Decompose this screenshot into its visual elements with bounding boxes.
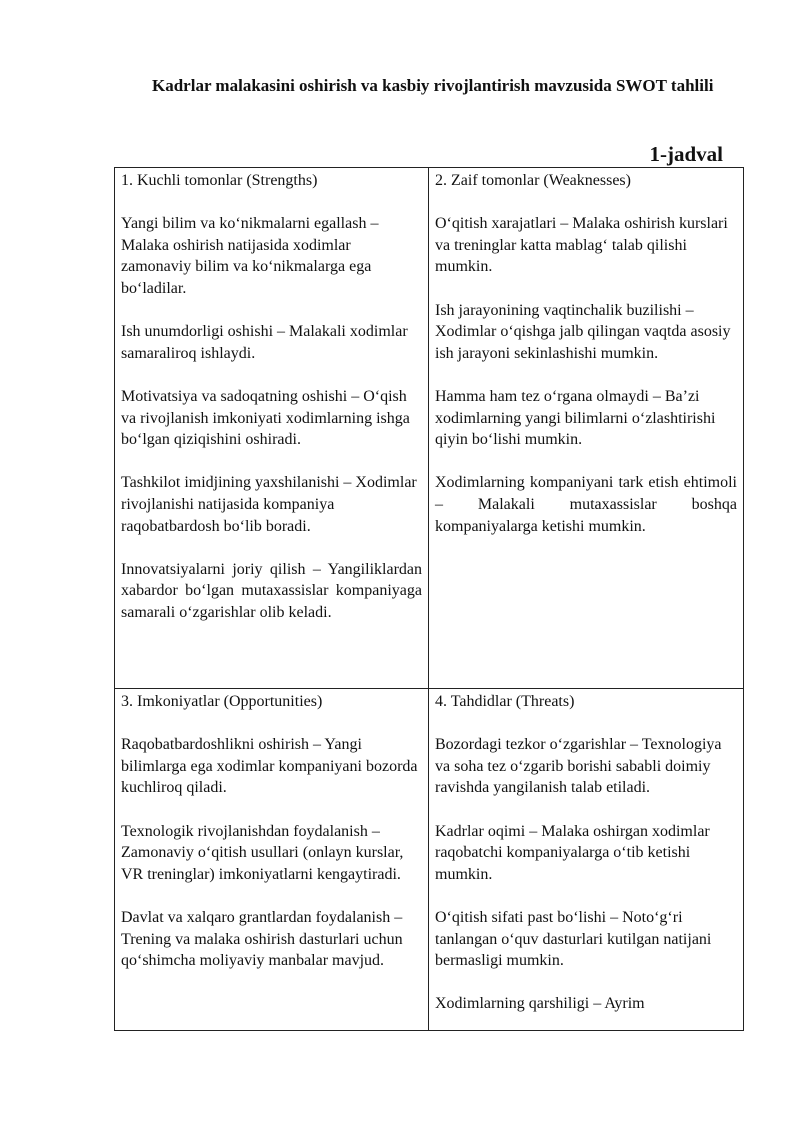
strengths-item: Motivatsiya va sadoqatning oshishi – O‘qish va rivojlanish imkoniyati xodimlarning ishga bo‘lgan qiziqishini oshiradi. — [121, 387, 410, 449]
opportunities-cell — [115, 689, 429, 1031]
threats-item: Xodimlarning qarshiligi – Ayrim — [435, 995, 645, 1013]
strengths-heading: 1. Kuchli tomonlar (Strengths) — [121, 172, 318, 189]
opportunities-item: Texnologik rivojlanishdan foydalanish – Zamonaviy o‘qitish usullari (onlayn kurslar, VR treninglar) imkoniyatlarni kengaytiradi. — [121, 822, 404, 883]
weaknesses-item: Hamma ham tez o‘rgana olmaydi – Ba’zi xodimlarning yangi bilimlarni o‘zlashtirishi qiyin bo‘lishi mumkin. — [435, 387, 716, 449]
table-label: 1-jadval — [649, 142, 723, 166]
swot-row-bottom — [115, 689, 744, 1031]
opportunities-item: Raqobatbardoshlikni oshirish – Yangi bilimlarga ega xodimlar kompaniyani bozorda kuchliroq qiladi. — [121, 736, 418, 797]
opportunities-heading: 3. Imkoniyatlar (Opportunities) — [121, 693, 323, 710]
strengths-item: Innovatsiyalarni joriy qilish – Yangiliklardan xabardor bo‘lgan mutaxassislar kompaniyaga samarali o‘zgarishlar olib keladi. — [121, 560, 422, 621]
weaknesses-heading: 2. Zaif tomonlar (Weaknesses) — [435, 172, 631, 189]
weaknesses-cell — [429, 168, 744, 689]
weaknesses-item: Ish jarayonining vaqtinchalik buzilishi – Xodimlar o‘qishga jalb qilingan vaqtda asosiy ish jarayoni sekinlashishi mumkin. — [435, 301, 731, 362]
threats-cell — [429, 689, 744, 1031]
strengths-item: Yangi bilim va ko‘nikmalarni egallash – Malaka oshirish natijasida xodimlar zamonaviy bilim va ko‘nikmalarga ega bo‘ladilar. — [121, 215, 379, 297]
strengths-item: Ish unumdorligi oshishi – Malakali xodimlar samaraliroq ishlaydi. — [121, 323, 408, 362]
strengths-cell — [115, 168, 429, 689]
weaknesses-item: O‘qitish xarajatlari – Malaka oshirish kurslari va treninglar katta mablag‘ talab qilishi mumkin. — [435, 215, 728, 276]
document-title: Kadrlar malakasini oshirish va kasbiy rivojlantirish mavzusida SWOT tahlili — [152, 76, 714, 95]
threats-heading: 4. Tahdidlar (Threats) — [435, 693, 575, 710]
swot-row-top — [115, 168, 744, 689]
opportunities-item: Davlat va xalqaro grantlardan foydalanish – Trening va malaka oshirish dasturlari uchun qo‘shimcha moliyaviy manbalar mavjud. — [121, 908, 403, 970]
strengths-item: Tashkilot imidjining yaxshilanishi – Xodimlar rivojlanishi natijasida kompaniya raqobatbardosh bo‘lib boradi. — [121, 474, 417, 535]
swot-table — [114, 167, 744, 1031]
threats-item: Bozordagi tezkor o‘zgarishlar – Texnologiya va soha tez o‘zgarib borishi sababli doimiy ravishda yangilanish talab etiladi. — [435, 736, 722, 797]
threats-item: Kadrlar oqimi – Malaka oshirgan xodimlar raqobatchi kompaniyalarga o‘tib ketishi mumkin. — [435, 822, 710, 883]
threats-item: O‘qitish sifati past bo‘lishi – Noto‘g‘ri tanlangan o‘quv dasturlari kutilgan natijani bermasligi mumkin. — [435, 908, 712, 970]
weaknesses-item: Xodimlarning kompaniyani tark etish ehtimoli – Malakali mutaxassislar boshqa kompaniyalarga ketishi mumkin. — [435, 474, 737, 535]
